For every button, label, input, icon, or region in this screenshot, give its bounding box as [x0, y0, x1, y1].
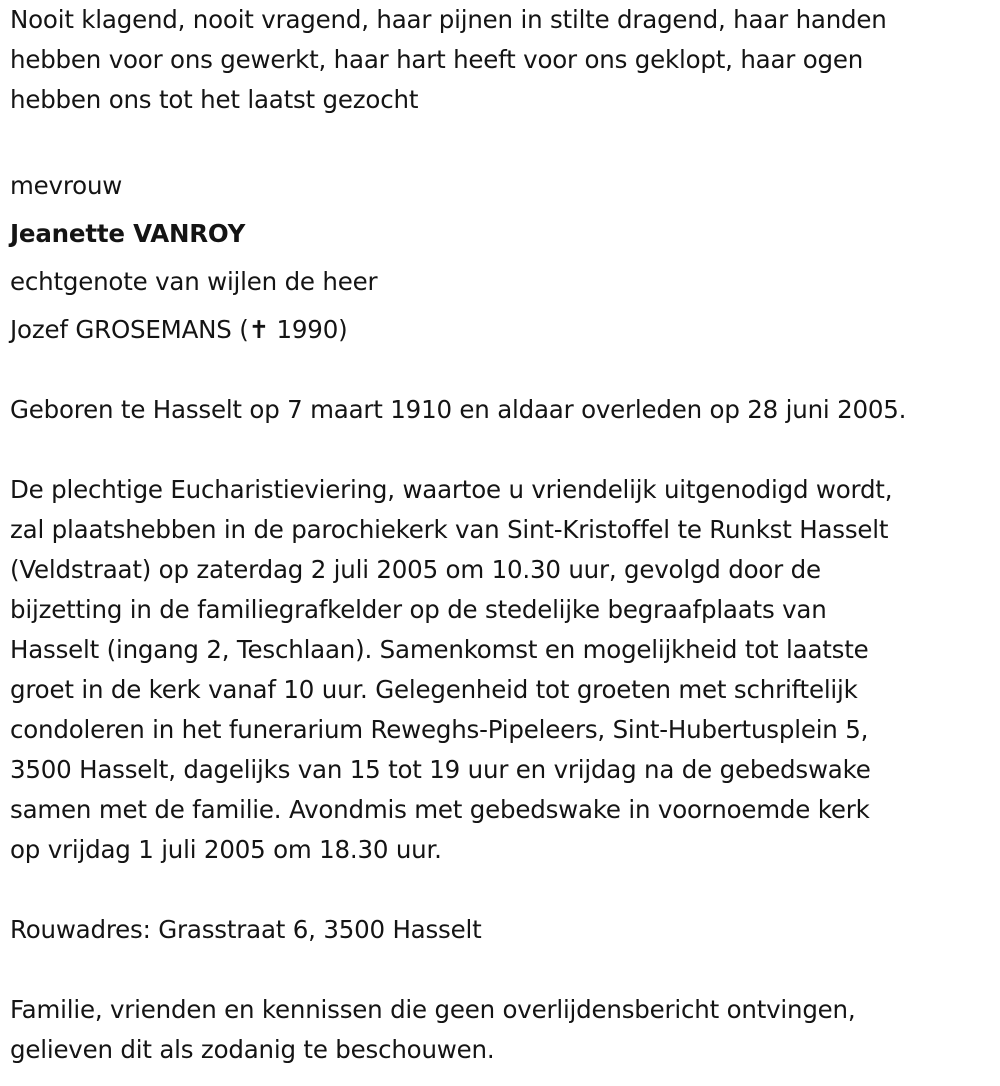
mourning-address	[10, 910, 995, 950]
service-paragraph	[10, 470, 995, 870]
closing-line: Familie, vrienden en kennissen die geen overlijdensbericht ontvingen,	[10, 995, 856, 1024]
spouse-name	[10, 302, 995, 350]
intro-line: hebben voor ons gewerkt, haar hart heeft voor ons geklopt, haar ogen	[10, 45, 864, 74]
deceased-name-text: Jeanette VANROY	[10, 219, 246, 248]
deceased-title-text: mevrouw	[10, 171, 123, 200]
service-line: Hasselt (ingang 2, Teschlaan). Samenkomst en mogelijkheid tot laatste	[10, 635, 869, 664]
intro-paragraph	[10, 0, 995, 120]
intro-line: hebben ons tot het laatst gezocht	[10, 85, 419, 114]
service-line: zal plaatshebben in de parochiekerk van Sint-Kristoffel te Runkst Hasselt	[10, 515, 889, 544]
birth-death-paragraph	[10, 390, 995, 430]
birth-death-text: Geboren te Hasselt op 7 maart 1910 en aldaar overleden op 28 juni 2005.	[10, 395, 907, 424]
spacer	[10, 120, 995, 160]
spacer	[10, 430, 995, 470]
service-line: groet in de kerk vanaf 10 uur. Gelegenheid tot groeten met schriftelijk	[10, 675, 858, 704]
service-line: bijzetting in de familiegrafkelder op de stedelijke begraafplaats van	[10, 595, 827, 624]
spacer	[10, 950, 995, 990]
service-line: 3500 Hasselt, dagelijks van 15 tot 19 uur en vrijdag na de gebedswake	[10, 755, 871, 784]
death-notice	[10, 0, 995, 1070]
deceased-relation	[10, 254, 995, 302]
closing-paragraph	[10, 990, 995, 1070]
service-line: condoleren in het funerarium Reweghs-Pipeleers, Sint-Hubertusplein 5,	[10, 715, 869, 744]
spouse-name-text: Jozef GROSEMANS (✝ 1990)	[10, 315, 348, 344]
spacer	[10, 870, 995, 910]
intro-line: Nooit klagend, nooit vragend, haar pijnen in stilte dragend, haar handen	[10, 5, 887, 34]
closing-line: gelieven dit als zodanig te beschouwen.	[10, 1035, 495, 1064]
service-line: (Veldstraat) op zaterdag 2 juli 2005 om 10.30 uur, gevolgd door de	[10, 555, 821, 584]
mourning-address-text: Rouwadres: Grasstraat 6, 3500 Hasselt	[10, 915, 482, 944]
deceased-name	[10, 206, 995, 254]
deceased-relation-text: echtgenote van wijlen de heer	[10, 267, 378, 296]
spacer	[10, 350, 995, 390]
service-line: De plechtige Eucharistieviering, waartoe u vriendelijk uitgenodigd wordt,	[10, 475, 893, 504]
service-line: op vrijdag 1 juli 2005 om 18.30 uur.	[10, 835, 442, 864]
deceased-title	[10, 160, 995, 206]
service-line: samen met de familie. Avondmis met gebedswake in voornoemde kerk	[10, 795, 870, 824]
